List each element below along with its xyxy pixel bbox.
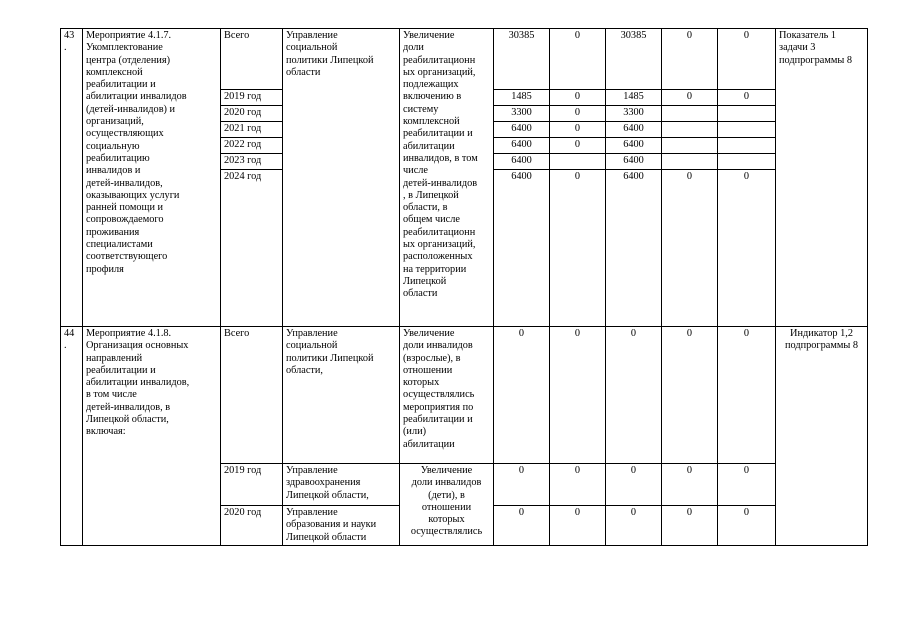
period-cell: 2022 год (221, 138, 283, 154)
program-activities-table (60, 28, 868, 546)
period-cell: 2021 год (221, 122, 283, 138)
value-cell: 1485 (606, 90, 662, 106)
value-cell: 0 (718, 90, 776, 106)
result-cell: Увеличение доли реабилитационн ых организаций, подлежащих включению в систему комплексной реабилитации и абилитации инвалидов, в том числе детей-инвалидов , в Липецкой области, в общем числе реабилитационн ых организаций, расположенных на территории Липецкой области (400, 29, 494, 327)
value-cell (662, 154, 718, 170)
executor-cell: Управление социальной политики Липецкой области (283, 29, 400, 327)
value-cell: 6400 (606, 170, 662, 327)
period-cell: 2023 год (221, 154, 283, 170)
period-cell: 2019 год (221, 90, 283, 106)
activity-cell: Мероприятие 4.1.7. Укомплектование центра (отделения) комплексной реабилитации и абилитации инвалидов (детей-инвалидов) и организаций, осуществляющих социальную реабилитацию инвалидов и детей-инвалидов, оказывающих услуги ранней помощи и сопровождаемого проживания специалистами соответствующего профиля (83, 29, 221, 327)
row-number: 43 . (61, 29, 83, 327)
table-row (61, 29, 868, 90)
activity-cell: Мероприятие 4.1.8. Организация основных направлений реабилитации и абилитации инвалидов, в том числе детей-инвалидов, в Липецкой области, включая: (83, 327, 221, 546)
value-cell (718, 106, 776, 122)
value-cell (718, 138, 776, 154)
value-cell: 6400 (606, 154, 662, 170)
value-cell: 30385 (494, 29, 550, 90)
period-cell: 2024 год (221, 170, 283, 327)
value-cell (550, 154, 606, 170)
value-cell: 0 (494, 506, 550, 546)
value-cell (662, 106, 718, 122)
value-cell: 0 (550, 506, 606, 546)
indicator-cell: Индикатор 1,2 подпрограммы 8 (776, 327, 868, 546)
value-cell: 0 (550, 170, 606, 327)
value-cell: 0 (662, 29, 718, 90)
result-cell: Увеличение доли инвалидов (дети), в отношении которых осуществлялись (400, 464, 494, 546)
value-cell: 3300 (494, 106, 550, 122)
value-cell: 0 (606, 327, 662, 464)
period-cell: Всего (221, 327, 283, 464)
value-cell: 0 (662, 506, 718, 546)
value-cell (718, 122, 776, 138)
indicator-cell: Показатель 1 задачи 3 подпрограммы 8 (776, 29, 868, 327)
value-cell: 0 (662, 90, 718, 106)
value-cell: 0 (550, 464, 606, 506)
value-cell: 6400 (494, 138, 550, 154)
period-cell: 2019 год (221, 464, 283, 506)
value-cell: 0 (494, 327, 550, 464)
table-row (61, 327, 868, 464)
value-cell: 0 (718, 327, 776, 464)
value-cell (662, 122, 718, 138)
value-cell: 0 (718, 29, 776, 90)
period-cell: 2020 год (221, 106, 283, 122)
value-cell: 6400 (606, 122, 662, 138)
value-cell (662, 138, 718, 154)
value-cell: 0 (606, 506, 662, 546)
value-cell: 0 (718, 506, 776, 546)
value-cell: 0 (662, 464, 718, 506)
value-cell: 30385 (606, 29, 662, 90)
value-cell: 0 (550, 90, 606, 106)
value-cell (718, 154, 776, 170)
row-number: 44 . (61, 327, 83, 546)
result-cell: Увеличение доли инвалидов (взрослые), в отношении которых осуществлялись мероприятия по реабилитации и (или) абилитации (400, 327, 494, 464)
value-cell: 0 (718, 464, 776, 506)
executor-cell: Управление социальной политики Липецкой области, (283, 327, 400, 464)
value-cell: 6400 (494, 170, 550, 327)
value-cell: 0 (550, 106, 606, 122)
value-cell: 0 (550, 327, 606, 464)
value-cell: 6400 (494, 154, 550, 170)
value-cell: 0 (718, 170, 776, 327)
executor-cell: Управление образования и науки Липецкой области (283, 506, 400, 546)
period-cell: Всего (221, 29, 283, 90)
value-cell: 0 (662, 327, 718, 464)
value-cell: 0 (606, 464, 662, 506)
value-cell: 0 (550, 138, 606, 154)
value-cell: 0 (550, 122, 606, 138)
value-cell: 0 (550, 29, 606, 90)
value-cell: 6400 (494, 122, 550, 138)
value-cell: 0 (662, 170, 718, 327)
value-cell: 3300 (606, 106, 662, 122)
value-cell: 6400 (606, 138, 662, 154)
period-cell: 2020 год (221, 506, 283, 546)
value-cell: 0 (494, 464, 550, 506)
executor-cell: Управление здравоохранения Липецкой области, (283, 464, 400, 506)
value-cell: 1485 (494, 90, 550, 106)
